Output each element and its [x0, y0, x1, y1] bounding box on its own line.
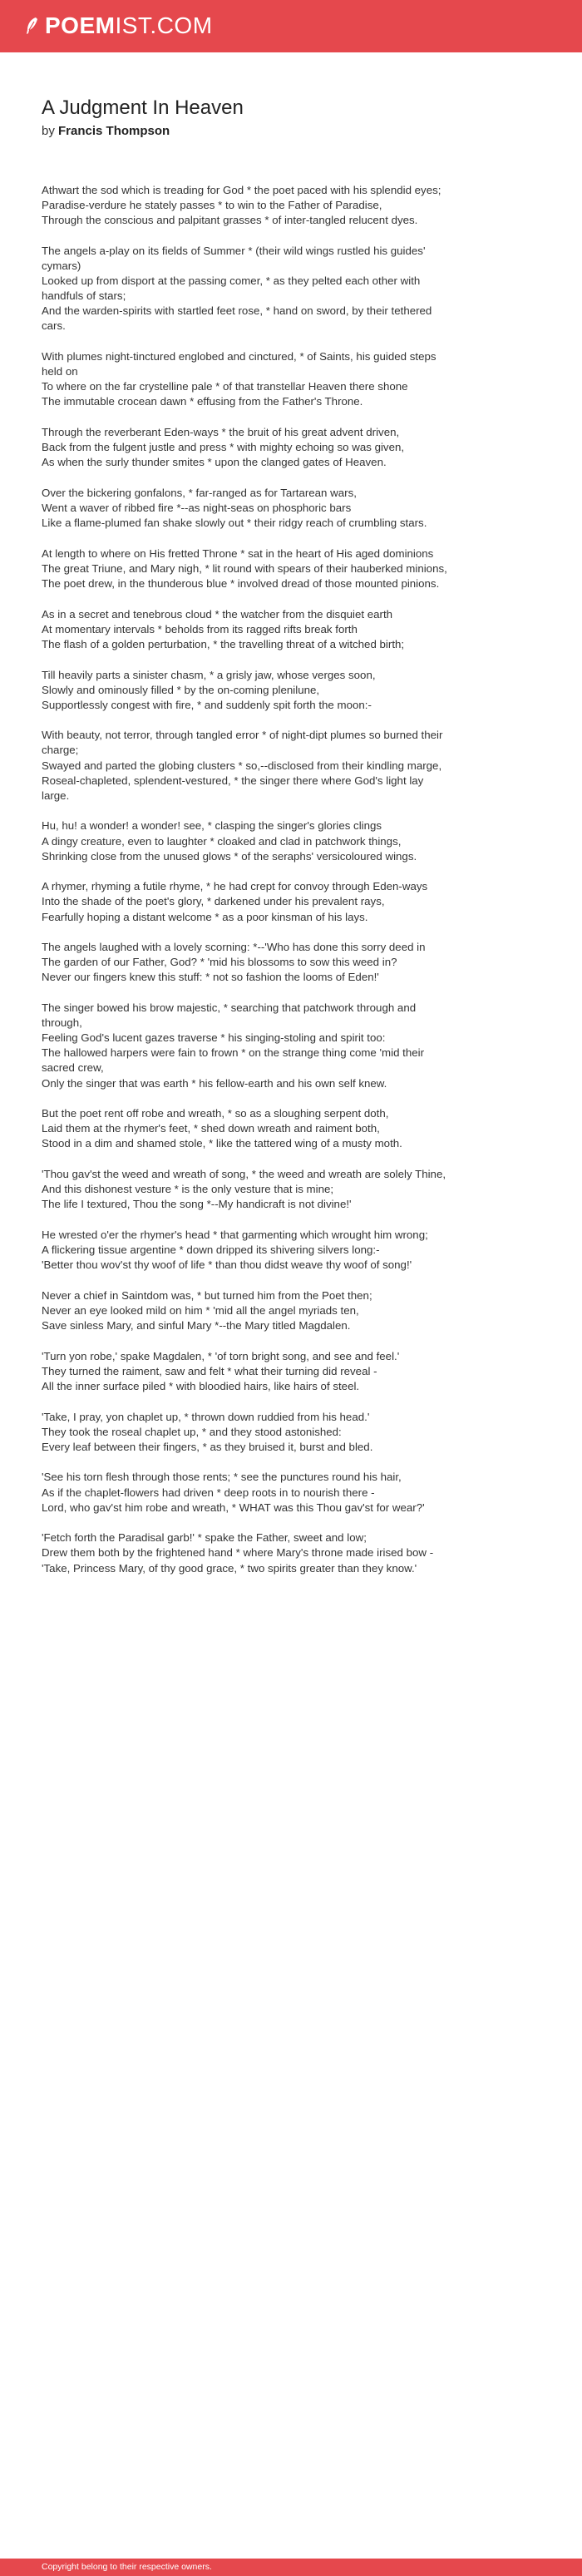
stanza [42, 1001, 449, 1091]
stanza [42, 425, 449, 470]
poem-line: With beauty, not terror, through tangled error * of night-dipt plumes so burned their charge; [42, 729, 443, 757]
poem-line: Laid them at the rhymer's feet, * shed down wreath and raiment both, [42, 1122, 380, 1135]
poem-line: The singer bowed his brow majestic, * searching that patchwork through and through, [42, 1001, 417, 1030]
poem-line: Through the reverberant Eden-ways * the bruit of his great advent driven, [42, 426, 400, 438]
site-footer [0, 2559, 582, 2576]
poem-line: 'Thou gav'st the weed and wreath of song, * the weed and wreath are solely Thine, [42, 1168, 446, 1181]
poem-line: A dingy creature, even to laughter * cloaked and clad in patchwork things, [42, 834, 402, 848]
poem-line: Save sinless Mary, and sinful Mary *--the Mary titled Magdalen. [42, 1319, 351, 1332]
poem-body [42, 183, 449, 1591]
poem-line: Never a chief in Saintdom was, * but turned him from the Poet then; [42, 1288, 372, 1302]
poem-line: Supportlessly congest with fire, * and suddenly spit forth the moon:- [42, 698, 372, 711]
poem-line: A rhymer, rhyming a futile rhyme, * he had crept for convoy through Eden-ways [42, 880, 428, 893]
poem-line: The angels laughed with a lovely scorning: *--'Who has done this sorry deed in [42, 941, 426, 954]
poem-line: The life I textured, Thou the song *--My handicraft is not divine!' [42, 1198, 352, 1211]
poem-line: 'Take, I pray, yon chaplet up, * thrown down ruddied from his head.' [42, 1410, 370, 1423]
poem-line: At length to where on His fretted Throne * sat in the heart of His aged dominions [42, 546, 434, 560]
byline [42, 124, 170, 139]
stanza [42, 1167, 449, 1212]
stanza [42, 1228, 449, 1273]
poem-line: Every leaf between their fingers, * as they bruised it, burst and bled. [42, 1440, 373, 1453]
poem-line: All the inner surface piled * with bloodied hairs, like hairs of steel. [42, 1379, 360, 1392]
poem-line: A flickering tissue argentine * down dripped its shivering silvers long:- [42, 1244, 380, 1257]
poem-line: As if the chaplet-flowers had driven * deep roots in to nourish there - [42, 1486, 375, 1499]
poem-line: Swayed and parted the globing clusters * so,--disclosed from their kindling marge, [42, 759, 442, 772]
stanza [42, 349, 449, 409]
poem-line: They took the roseal chaplet up, * and they stood astonished: [42, 1425, 342, 1438]
by-label: by [42, 124, 55, 138]
poem-line: 'Take, Princess Mary, of thy good grace, * two spirits greater than they know.' [42, 1561, 417, 1575]
poem-line: Went a waver of ribbed fire *--as night-seas on phosphoric bars [42, 501, 352, 514]
poem-line: Never an eye looked mild on him * 'mid all the angel myriads ten, [42, 1303, 359, 1317]
poem-line: 'Fetch forth the Paradisal garb!' * spake the Father, sweet and low; [42, 1531, 367, 1545]
poem-line: With plumes night-tinctured englobed and cinctured, * of Saints, his guided steps held on [42, 350, 436, 378]
quill-icon [25, 17, 38, 35]
poem-line: 'Turn yon robe,' spake Magdalen, * 'of torn bright song, and see and feel.' [42, 1349, 400, 1362]
stanza [42, 607, 449, 652]
stanza [42, 546, 449, 591]
poem-line: 'See his torn flesh through those rents; * see the punctures round his hair, [42, 1471, 402, 1484]
poem-line: The flash of a golden perturbation, * the travelling threat of a witched birth; [42, 637, 405, 650]
stanza [42, 1470, 449, 1515]
poem-line: Hu, hu! a wonder! a wonder! see, * clasping the singer's glories clings [42, 819, 382, 833]
stanza [42, 879, 449, 924]
poem-line: Drew them both by the frightened hand * where Mary's throne made irised bow - [42, 1546, 434, 1560]
stanza [42, 1410, 449, 1455]
poem-line: Like a flame-plumed fan shake slowly out * their ridgy reach of crumbling stars. [42, 517, 427, 530]
stanza [42, 244, 449, 334]
copyright-text: Copyright belong to their respective owners. [42, 2562, 212, 2572]
poem-line: Lord, who gav'st him robe and wreath, * WHAT was this Thou gav'st for wear?' [42, 1501, 425, 1514]
poem-line: Fearfully hoping a distant welcome * as a poor kinsman of his lays. [42, 910, 368, 923]
poem-line: To where on the far crystelline pale * of that transtellar Heaven there shone [42, 380, 408, 393]
author-name[interactable]: Francis Thompson [58, 124, 170, 138]
poem-line: Roseal-chapleted, splendent-vestured, * the singer there where God's light lay large. [42, 774, 424, 802]
poem-line: The immutable crocean dawn * effusing from the Father's Throne. [42, 395, 363, 408]
poem-line: They turned the raiment, saw and felt * what their turning did reveal - [42, 1364, 377, 1377]
stanza [42, 818, 449, 863]
stanza [42, 940, 449, 985]
poem-line: Through the conscious and palpitant grasses * of inter-tangled relucent dyes. [42, 214, 418, 227]
poem-line: The angels a-play on its fields of Summer * (their wild wings rustled his guides' cymars) [42, 244, 426, 272]
site-header [0, 0, 582, 52]
poem-line: Paradise-verdure he stately passes * to win to the Father of Paradise, [42, 199, 382, 212]
poem-line: And this dishonest vesture * is the only vesture that is mine; [42, 1183, 334, 1196]
poem-line: Into the shade of the poet's glory, * darkened under his prevalent rays, [42, 895, 385, 908]
poem-line: The great Triune, and Mary nigh, * lit round with spears of their hauberked minions, [42, 561, 447, 575]
poem-line: As in a secret and tenebrous cloud * the watcher from the disquiet earth [42, 607, 393, 621]
stanza [42, 486, 449, 531]
stanza [42, 728, 449, 803]
poem-title: A Judgment In Heaven [42, 96, 244, 119]
stanza [42, 183, 449, 228]
poem-line: Athwart the sod which is treading for God * the poet paced with his splendid eyes; [42, 184, 441, 196]
stanza [42, 1349, 449, 1394]
stanza [42, 1106, 449, 1151]
poem-line: Till heavily parts a sinister chasm, * a grisly jaw, whose verges soon, [42, 668, 376, 681]
stanza [42, 668, 449, 713]
stanza [42, 1288, 449, 1333]
logo-text-light: IST.COM [115, 12, 213, 38]
poem-line: 'Better thou wov'st thy woof of life * than thou didst weave thy woof of song!' [42, 1258, 412, 1272]
poem-line: Slowly and ominously filled * by the on-coming plenilune, [42, 683, 320, 696]
site-logo[interactable] [25, 12, 213, 40]
poem-line: As when the surly thunder smites * upon the clanged gates of Heaven. [42, 456, 387, 469]
poem-line: But the poet rent off robe and wreath, * so as a sloughing serpent doth, [42, 1107, 389, 1120]
poem-line: Shrinking close from the unused glows * of the seraphs' versicoloured wings. [42, 849, 417, 863]
poem-line: Back from the fulgent justle and press * with mighty echoing so was given, [42, 441, 405, 454]
poem-line: The garden of our Father, God? * 'mid his blossoms to sow this weed in? [42, 956, 397, 969]
poem-line: Only the singer that was earth * his fellow-earth and his own self knew. [42, 1076, 387, 1090]
poem-line: At momentary intervals * beholds from its ragged rifts break forth [42, 622, 358, 635]
logo-text-bold: POEM [45, 12, 116, 38]
poem-line: The hallowed harpers were fain to frown * on the strange thing come 'mid their sacred crew, [42, 1046, 425, 1075]
poem-line: He wrested o'er the rhymer's head * that garmenting which wrought him wrong; [42, 1228, 428, 1241]
poem-line: Over the bickering gonfalons, * far-ranged as for Tartarean wars, [42, 486, 357, 499]
poem-line: Stood in a dim and shamed stole, * like the tattered wing of a musty moth. [42, 1137, 402, 1150]
poem-line: Never our fingers knew this stuff: * not so fashion the looms of Eden!' [42, 971, 379, 984]
poem-line: Feeling God's lucent gazes traverse * his singing-stoling and spirit too: [42, 1031, 386, 1045]
stanza [42, 1530, 449, 1575]
poem-line: And the warden-spirits with startled feet rose, * hand on sword, by their tethered cars. [42, 304, 432, 333]
poem-line: Looked up from disport at the passing comer, * as they pelted each other with handfuls of stars; [42, 274, 421, 303]
poem-line: The poet drew, in the thunderous blue * involved dread of those mounted pinions. [42, 576, 440, 590]
